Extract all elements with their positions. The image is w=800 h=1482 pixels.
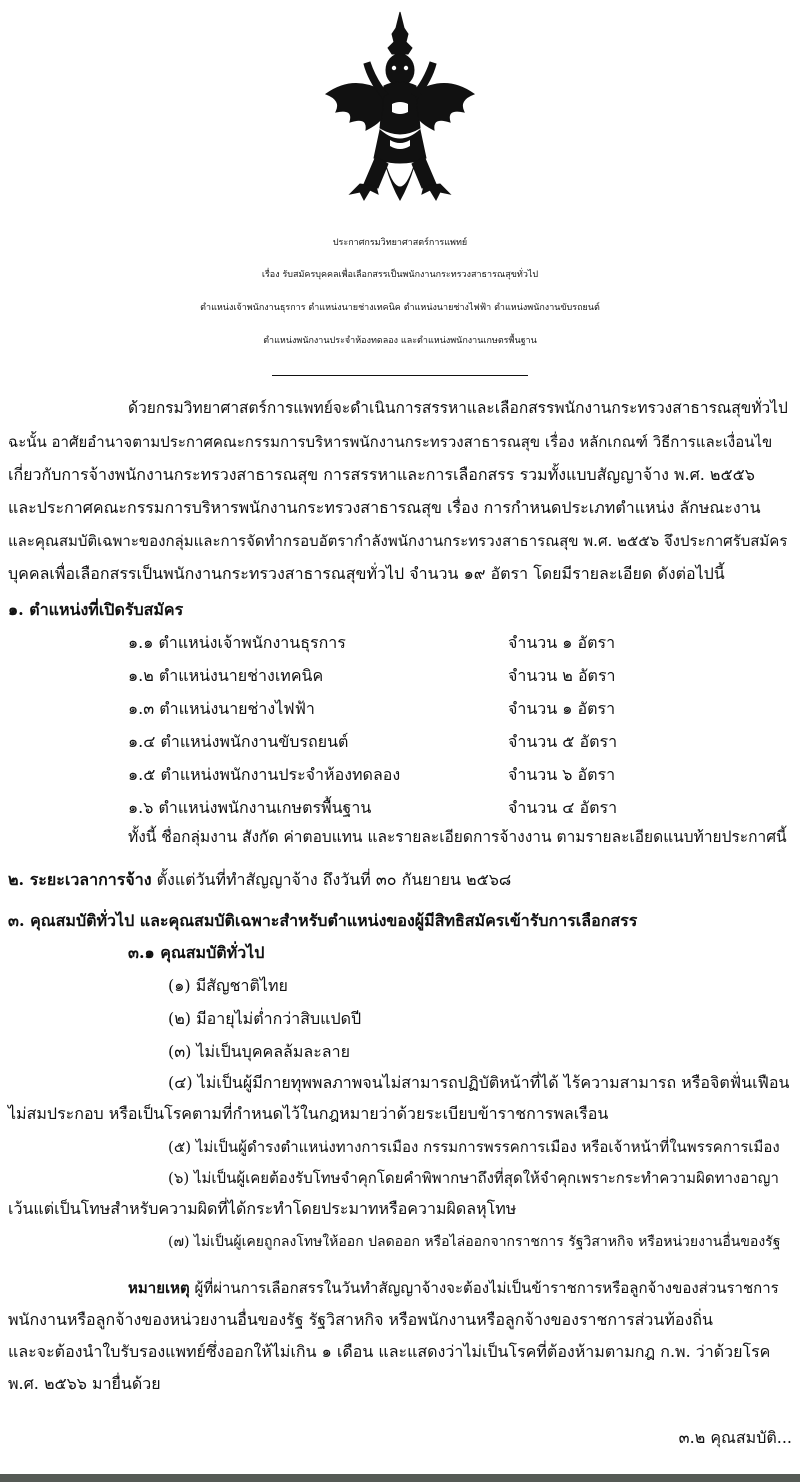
intro-line: ด้วยกรมวิทยาศาสตร์การแพทย์จะดำเนินการสรรหาและเลือกสรรพนักงานกระทรวงสาธารณสุขทั่วไป xyxy=(128,399,788,417)
document-subject: เรื่อง รับสมัครบุคคลเพื่อเลือกสรรเป็นพนักงานกระทรวงสาธารณสุขทั่วไป xyxy=(261,270,539,280)
position-name: ๑.๓ ตำแหน่งนายช่างไฟฟ้า xyxy=(128,699,315,718)
section-3-1-heading: ๓.๑ คุณสมบัติทั่วไป xyxy=(128,943,265,962)
title-divider xyxy=(272,375,528,376)
section-1-note: ทั้งนี้ ชื่อกลุ่มงาน สังกัด ค่าตอบแทน และรายละเอียดการจ้างงาน ตามรายละเอียดแนบท้ายประกาศนี้ xyxy=(128,828,787,846)
qualification-item: (๖) ไม่เป็นผู้เคยต้องรับโทษจำคุกโดยคำพิพากษาถึงที่สุดให้จำคุกเพราะกระทำความผิดทางอาญา xyxy=(168,1169,779,1187)
position-name: ๑.๖ ตำแหน่งพนักงานเกษตรพื้นฐาน xyxy=(128,798,372,817)
intro-line: และประกาศคณะกรรมการบริหารพนักงานกระทรวงสาธารณสุข เรื่อง การกำหนดประเภทตำแหน่ง ลักษณะงาน xyxy=(8,498,761,517)
position-row xyxy=(0,765,800,785)
section-2 xyxy=(8,870,511,890)
intro-line: และคุณสมบัติเฉพาะของกลุ่มและการจัดทำกรอบอัตรากำลังพนักงานกระทรวงสาธารณสุข พ.ศ. ๒๕๕๖ จึงประกาศรับสมัคร xyxy=(8,532,788,550)
remark-line: พนักงานหรือลูกจ้างของหน่วยงานอื่นของรัฐ รัฐวิสาหกิจ หรือพนักงานหรือลูกจ้างของราชการส่วนท้องถิ่น xyxy=(8,1310,713,1329)
position-count: จำนวน ๒ อัตรา xyxy=(508,666,616,685)
position-count: จำนวน ๖ อัตรา xyxy=(508,765,616,784)
qualification-item-continued: ไม่สมประกอบ หรือเป็นโรคตามที่กำหนดไว้ในกฎหมายว่าด้วยระเบียบข้าราชการพลเรือน xyxy=(8,1104,609,1123)
position-row xyxy=(0,732,800,752)
remark-line: พ.ศ. ๒๕๖๖ มายื่นด้วย xyxy=(8,1374,161,1393)
intro-line: บุคคลเพื่อเลือกสรรเป็นพนักงานกระทรวงสาธารณสุขทั่วไป จำนวน ๑๙ อัตรา โดยมีรายละเอียด ดังต่อไปนี้ xyxy=(8,564,725,583)
position-name: ๑.๑ ตำแหน่งเจ้าพนักงานธุรการ xyxy=(128,633,346,652)
qualification-item: (๒) มีอายุไม่ต่ำกว่าสิบแปดปี xyxy=(168,1009,362,1028)
position-name: ๑.๕ ตำแหน่งพนักงานประจำห้องทดลอง xyxy=(128,765,401,784)
qualification-item: (๔) ไม่เป็นผู้มีกายทุพพลภาพจนไม่สามารถปฏิบัติหน้าที่ได้ ไร้ความสามารถ หรือจิตฟั่นเฟือน xyxy=(168,1073,790,1092)
position-row xyxy=(0,633,800,653)
position-count: จำนวน ๕ อัตรา xyxy=(508,732,618,751)
position-name: ๑.๔ ตำแหน่งพนักงานขับรถยนต์ xyxy=(128,732,349,751)
qualification-item: (๓) ไม่เป็นบุคคลล้มละลาย xyxy=(168,1042,350,1061)
section-2-heading: ๒. ระยะเวลาการจ้าง xyxy=(8,870,152,889)
position-count: จำนวน ๔ อัตรา xyxy=(508,798,618,817)
section-3-heading: ๓. คุณสมบัติทั่วไป และคุณสมบัติเฉพาะสำหรับตำแหน่งของผู้มีสิทธิสมัครเข้ารับการเลือกสรร xyxy=(8,911,638,930)
remark-line xyxy=(128,1278,779,1298)
intro-line: ฉะนั้น อาศัยอำนาจตามประกาศคณะกรรมการบริหารพนักงานกระทรวงสาธารณสุข เรื่อง หลักเกณฑ์ วิธีการและเงื่อนไข xyxy=(8,433,773,451)
position-row xyxy=(0,666,800,686)
qualification-item-continued: เว้นแต่เป็นโทษสำหรับความผิดที่ได้กระทำโดยประมาทหรือความผิดลหุโทษ xyxy=(8,1199,517,1218)
intro-line: เกี่ยวกับการจ้างพนักงานกระทรวงสาธารณสุข การสรรหาและการเลือกสรร รวมทั้งแบบสัญญาจ้าง พ.ศ. ๒๕๕๖ xyxy=(8,465,755,484)
garuda-emblem-icon xyxy=(320,8,480,213)
qualification-item: (๗) ไม่เป็นผู้เคยถูกลงโทษให้ออก ปลดออก หรือไล่ออกจากราชการ รัฐวิสาหกิจ หรือหน่วยงานอื่นของรัฐ xyxy=(168,1234,781,1250)
position-row xyxy=(0,798,800,818)
document-title: ประกาศกรมวิทยาศาสตร์การแพทย์ xyxy=(332,238,468,248)
qualification-item: (๑) มีสัญชาติไทย xyxy=(168,976,288,995)
remark-label: หมายเหตุ xyxy=(128,1279,190,1297)
qualification-item: (๕) ไม่เป็นผู้ดำรงตำแหน่งทางการเมือง กรรมการพรรคการเมือง หรือเจ้าหน้าที่ในพรรคการเมือง xyxy=(168,1138,780,1156)
position-count: จำนวน ๑ อัตรา xyxy=(508,633,616,652)
position-name: ๑.๒ ตำแหน่งนายช่างเทคนิค xyxy=(128,666,324,685)
remark-line: และจะต้องนำใบรับรองแพทย์ซึ่งออกให้ไม่เกิน ๑ เดือน และแสดงว่าไม่เป็นโรคที่ต้องห้ามตามกฎ ก.พ. ว่าด้วยโรค xyxy=(8,1342,771,1361)
section-1-heading: ๑. ตำแหน่งที่เปิดรับสมัคร xyxy=(8,600,184,619)
document-positions-line-1: ตำแหน่งเจ้าพนักงานธุรการ ตำแหน่งนายช่างเทคนิค ตำแหน่งนายช่างไฟฟ้า ตำแหน่งพนักงานขับรถยนต์ xyxy=(200,303,600,313)
position-row xyxy=(0,699,800,719)
footer-band xyxy=(0,1474,800,1482)
section-2-text: ตั้งแต่วันที่ทำสัญญาจ้าง ถึงวันที่ ๓๐ กันยายน ๒๕๖๘ xyxy=(156,870,512,889)
position-count: จำนวน ๑ อัตรา xyxy=(508,699,616,718)
remark-text: ผู้ที่ผ่านการเลือกสรรในวันทำสัญญาจ้างจะต้องไม่เป็นข้าราชการหรือลูกจ้างของส่วนราชการ xyxy=(194,1279,779,1297)
continuation-marker: ๓.๒ คุณสมบัติ... xyxy=(678,1428,792,1447)
document-positions-line-2: ตำแหน่งพนักงานประจำห้องทดลอง และตำแหน่งพนักงานเกษตรพื้นฐาน xyxy=(263,336,537,346)
